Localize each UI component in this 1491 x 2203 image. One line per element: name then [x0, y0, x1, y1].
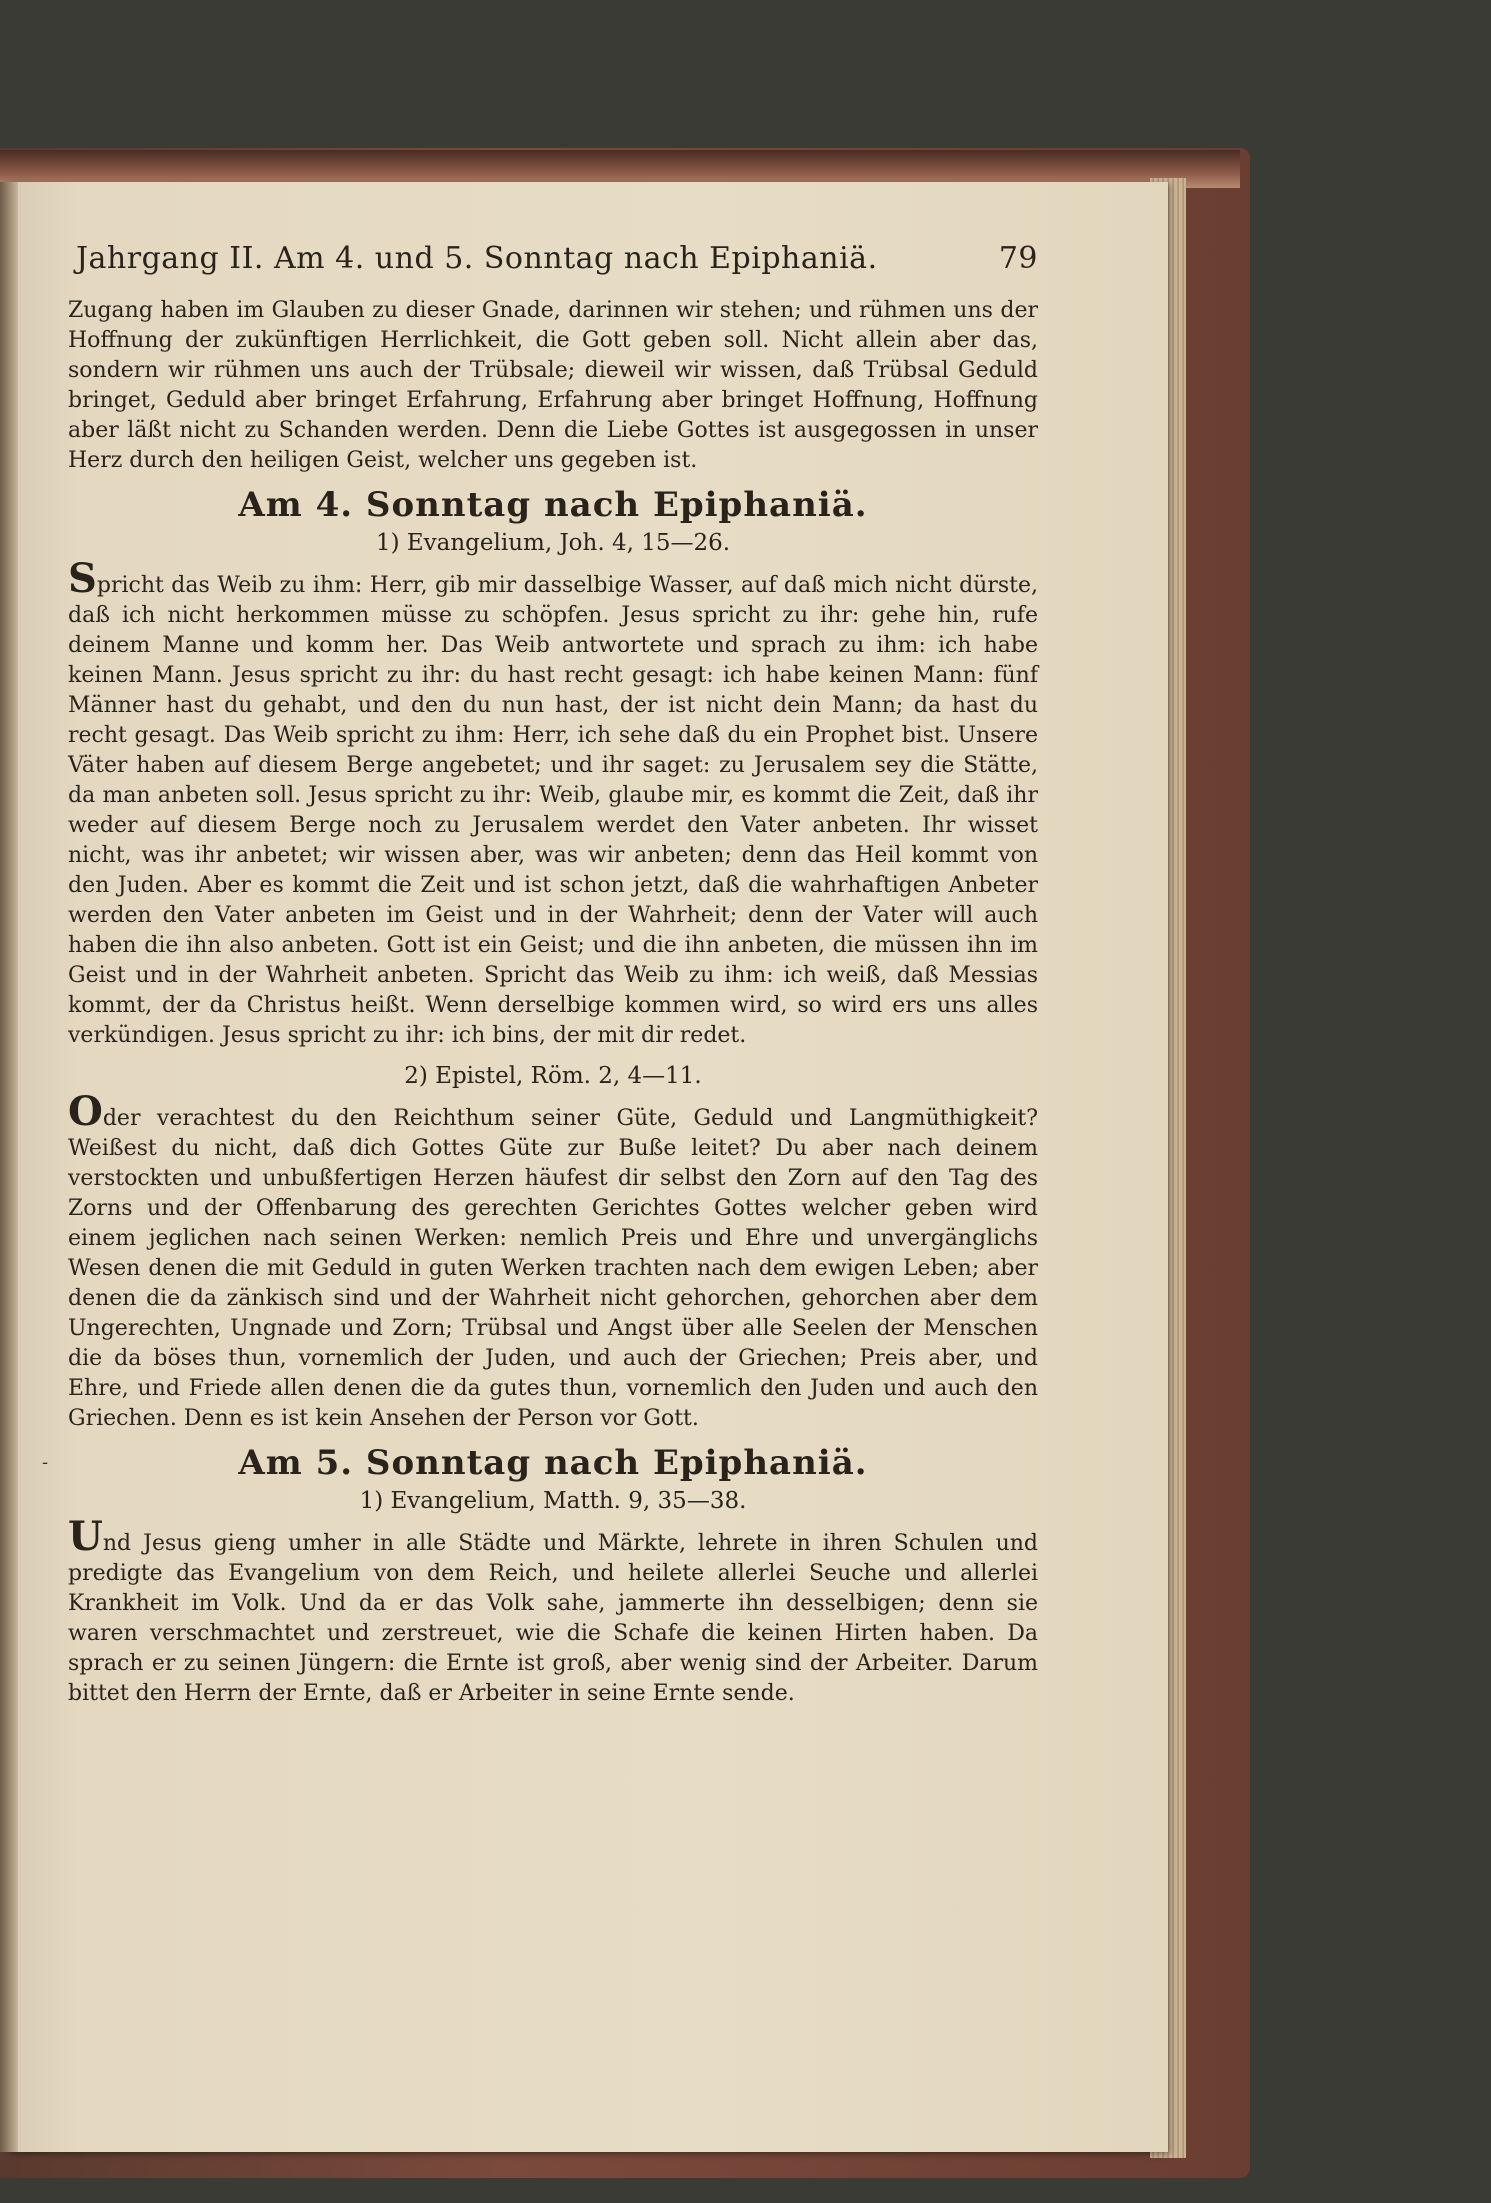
- running-head: [68, 240, 1038, 296]
- reading-text-epistle-romans: [68, 1088, 1038, 1434]
- reading-text-gospel-john: [68, 555, 1038, 1051]
- reading-body: pricht das Weib zu ihm: Herr, gib mir dasselbige Wasser, auf daß mich nicht dürste, daß ich nicht herkommen müsse zu schöpfen. Jesus spricht zu ihr: gehe hin, rufe deinem Manne und komm her. Das Weib antwortete und sprach zu ihm: ich habe keinen Mann. Jesus spricht zu ihr: du hast recht gesagt: ich habe keinen Mann: fünf Männer hast du gehabt, und den du nun hast, der ist nicht dein Mann; da hast du recht gesagt. Das Weib spricht zu ihm: Herr, ich sehe daß du ein Prophet bist. Unsere Väter haben auf diesem Berge angebetet; und ihr saget: zu Jerusalem sey die Stätte, da man anbeten soll. Jesus spricht zu ihr: Weib, glaube mir, es kommt die Zeit, daß ihr weder auf diesem Berge noch zu Jerusalem werdet den Vater anbeten. Ihr wisset nicht, was ihr anbetet; wir wissen aber, was wir anbeten; denn das Heil kommt von den Juden. Aber es kommt die Zeit und ist schon jetzt, daß die wahrhaftigen Anbeter werden den Vater anbeten im Geist und in der Wahrheit; denn der Vater will auch haben die ihn also anbeten. Gott ist ein Geist; und die ihn anbeten, die müssen ihn im Geist und in der Wahrheit anbeten. Spricht das Weib zu ihm: ich weiß, daß Messias kommt, der da Christus heißt. Wenn derselbige kommen wird, so wird ers uns alles verkündigen. Jesus spricht zu ihr: ich bins, der mit dir redet.: [68, 573, 1038, 1048]
- reading-body: der verachtest du den Reichthum seiner Güte, Geduld und Langmüthigkeit? Weißest du nicht, daß dich Gottes Güte zur Buße leitet? Du aber nach deinem verstockten und unbußfertigen Herzen häufest dir selbst den Zorn auf den Tag des Zorns und der Offenbarung des gerechten Gerichtes Gottes welcher geben wird einem jeglichen nach seinen Werken: nemlich Preis und Ehre und unvergänglichs Wesen denen die mit Geduld in guten Werken trachten nach dem ewigen Leben; aber denen die da zänkisch sind und der Wahrheit nicht gehorchen, gehorchen aber dem Ungerechten, Ungnade und Zorn; Trübsal und Angst über alle Seelen der Menschen die da böses thun, vornemlich der Juden, und auch der Griechen; Preis aber, und Ehre, und Friede allen denen die da gutes thun, vornemlich den Juden und auch den Griechen. Denn es ist kein Ansehen der Person vor Gott.: [68, 1106, 1038, 1431]
- running-head-title: Jahrgang II. Am 4. und 5. Sonntag nach Epiphaniä.: [76, 241, 878, 276]
- initial-letter: O: [68, 1088, 103, 1135]
- section-heading-sunday-4: Am 4. Sonntag nach Epiphaniä.: [238, 485, 868, 525]
- reading-label-gospel-john: 1) Evangelium, Joh. 4, 15—26.: [375, 530, 731, 556]
- reading-body: nd Jesus gieng umher in alle Städte und Märkte, lehrete in ihren Schulen und predigte das Evangelium von dem Reich, und heilete allerlei Seuche und allerlei Krankheit im Volk. Und da er das Volk sahe, jammerte ihn desselbigen; denn sie waren verschmachtet und zerstreuet, wie die Schafe die keinen Hirten haben. Da sprach er zu seinen Jüngern: die Ernte ist groß, aber wenig sind der Arbeiter. Darum bittet den Herrn der Ernte, daß er Arbeiter in seine Ernte sende.: [68, 1531, 1038, 1706]
- page-content: [68, 240, 1038, 1709]
- reading-label-gospel-matthew: 1) Evangelium, Matth. 9, 35—38.: [359, 1488, 747, 1514]
- section-heading-sunday-5: Am 5. Sonntag nach Epiphaniä.: [238, 1443, 868, 1483]
- reading-label-epistle-romans: 2) Epistel, Röm. 2, 4—11.: [404, 1063, 702, 1089]
- margin-mark: -: [42, 1452, 49, 1473]
- opening-paragraph: Zugang haben im Glauben zu dieser Gnade, darinnen wir stehen; und rühmen uns der Hoffnung der zukünftigen Herrlichkeit, die Gott geben soll. Nicht allein aber das, sondern wir rühmen uns auch der Trübsale; dieweil wir wissen, daß Trübsal Geduld bringet, Geduld aber bringet Erfahrung, Erfahrung aber bringet Hoffnung, Hoffnung aber läßt nicht zu Schanden werden. Denn die Liebe Gottes ist ausgegossen in unser Herz durch den heiligen Geist, welcher uns gegeben ist.: [68, 298, 1038, 473]
- page-number: 79: [998, 241, 1038, 276]
- spine-gutter: [0, 182, 18, 2152]
- initial-letter: S: [68, 555, 97, 602]
- initial-letter: U: [68, 1513, 103, 1560]
- reading-text-gospel-matthew: [68, 1513, 1038, 1709]
